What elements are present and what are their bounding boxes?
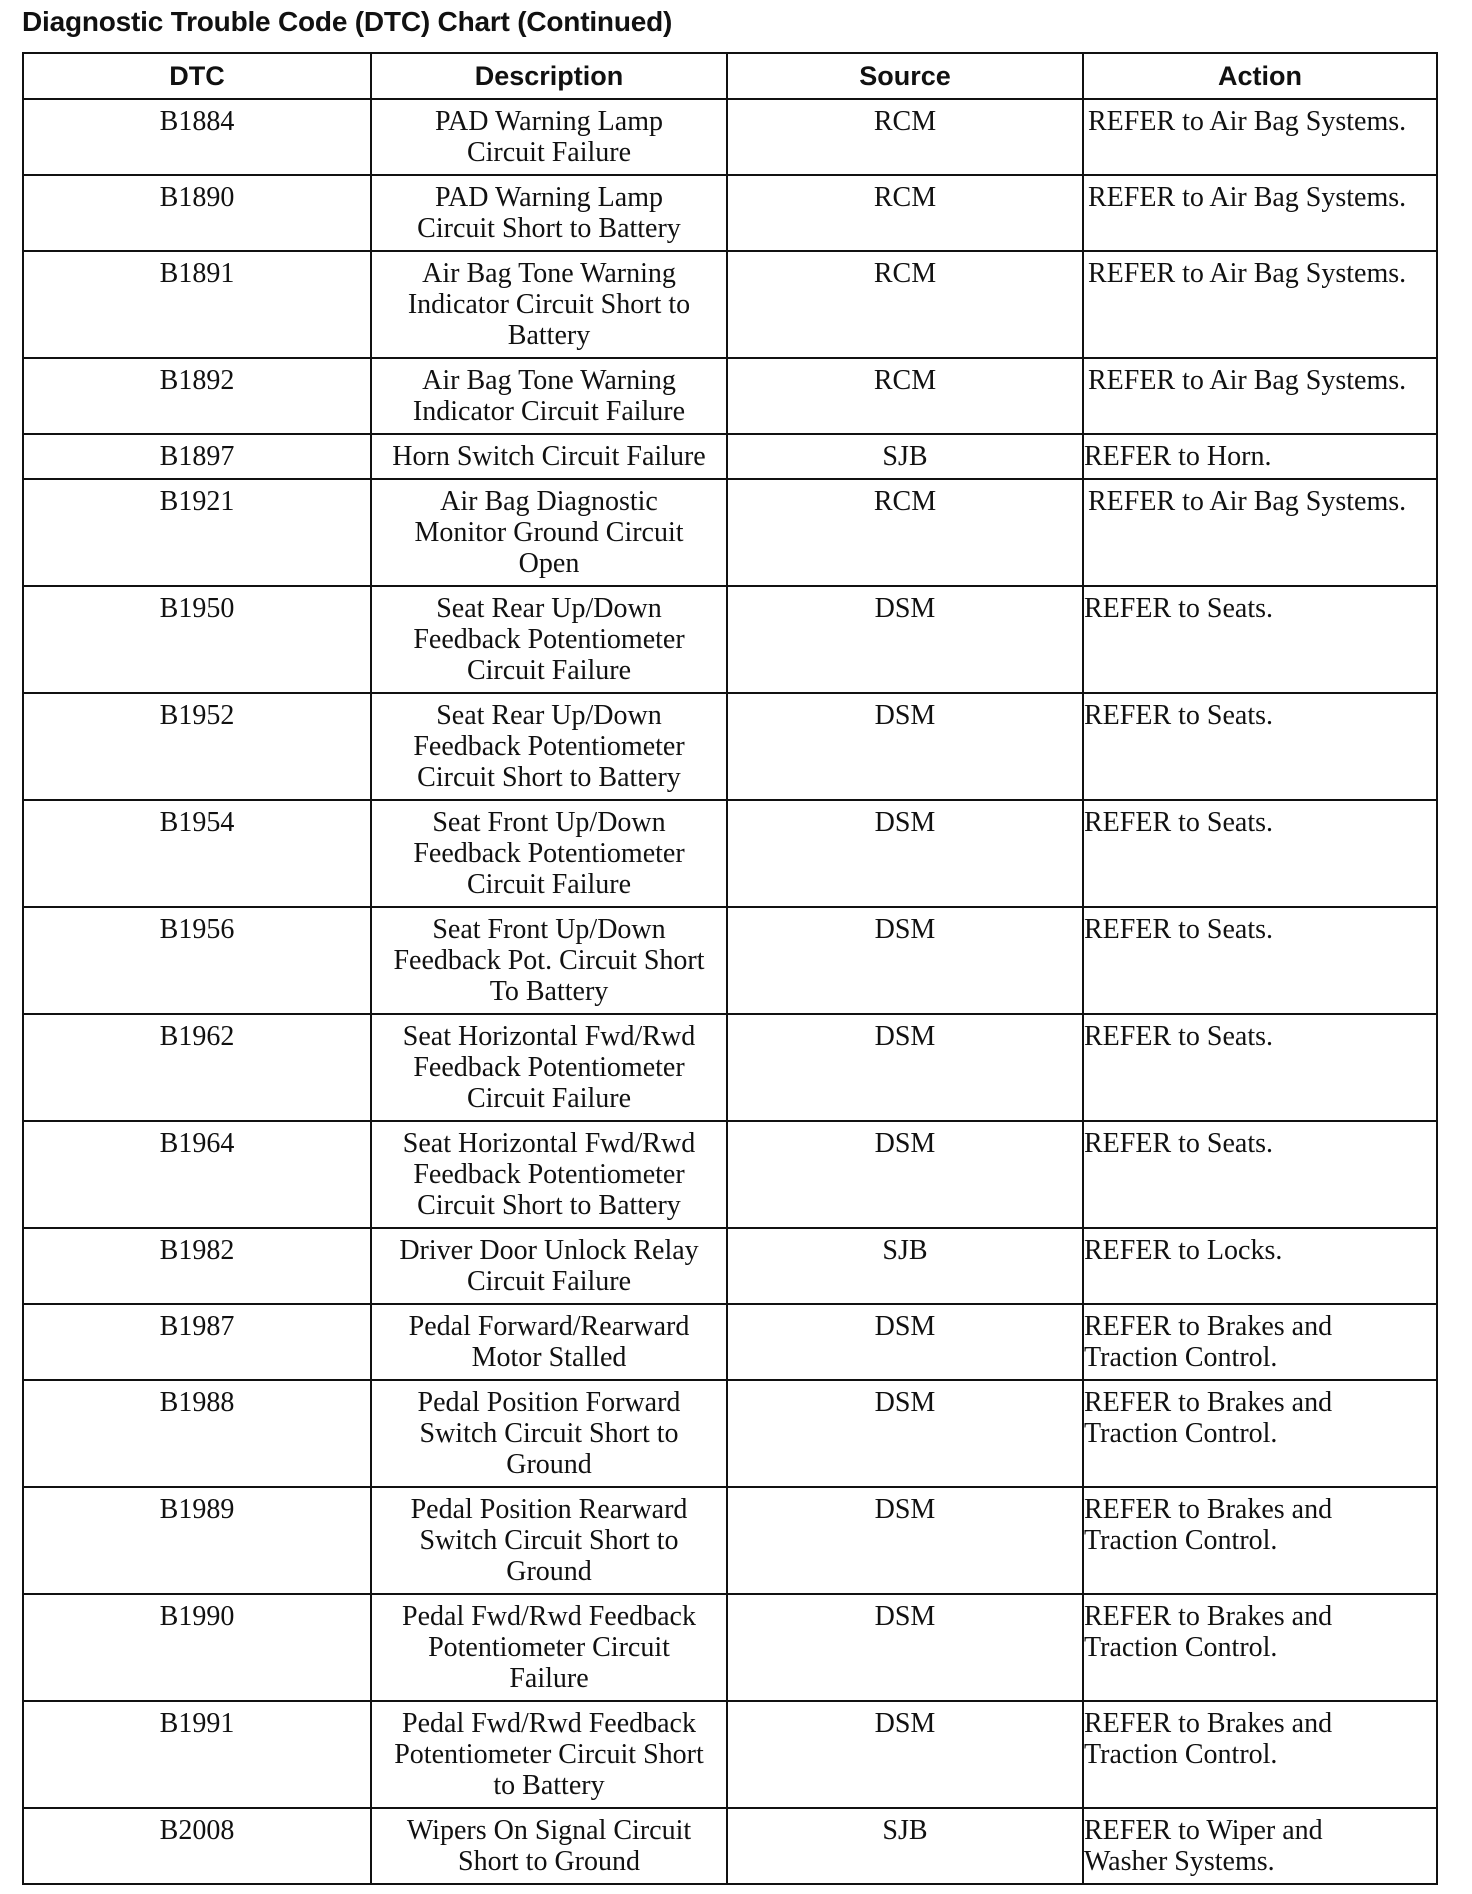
table-row: [23, 1121, 1437, 1228]
description-text: Seat Front Up/Down Feedback Pot. Circuit Short To Battery: [393, 914, 705, 1007]
action-cell: REFER to Seats.: [1083, 1014, 1437, 1121]
table-row: [23, 1701, 1437, 1808]
table-row: [23, 99, 1437, 175]
action-cell: REFER to Air Bag Systems.: [1083, 358, 1437, 434]
table-row: [23, 1487, 1437, 1594]
action-text: REFER to Brakes and Traction Control.: [1084, 1601, 1333, 1663]
description-cell: [371, 479, 727, 586]
table-row: [23, 1594, 1437, 1701]
dtc-cell: B1891: [23, 251, 371, 358]
source-cell: RCM: [727, 99, 1083, 175]
description-cell: [371, 175, 727, 251]
description-text: Pedal Forward/Rearward Motor Stalled: [408, 1311, 690, 1373]
table-row: [23, 1808, 1437, 1884]
table-row: [23, 175, 1437, 251]
table-row: [23, 907, 1437, 1014]
description-cell: [371, 1594, 727, 1701]
description-cell: [371, 1121, 727, 1228]
source-cell: DSM: [727, 693, 1083, 800]
dtc-cell: B1987: [23, 1304, 371, 1380]
action-text: REFER to Brakes and Traction Control.: [1084, 1311, 1333, 1373]
description-cell: [371, 1487, 727, 1594]
description-text: Seat Rear Up/Down Feedback Potentiometer Circuit Failure: [413, 593, 685, 686]
table-row: [23, 358, 1437, 434]
source-cell: SJB: [727, 434, 1083, 479]
description-cell: [371, 1380, 727, 1487]
header-action: Action: [1083, 53, 1437, 99]
action-cell: [1083, 1808, 1437, 1884]
action-cell: REFER to Locks.: [1083, 1228, 1437, 1304]
source-cell: DSM: [727, 1380, 1083, 1487]
source-cell: DSM: [727, 907, 1083, 1014]
action-text: REFER to Brakes and Traction Control.: [1084, 1708, 1333, 1770]
description-cell: [371, 1808, 727, 1884]
dtc-cell: B1884: [23, 99, 371, 175]
dtc-cell: B1982: [23, 1228, 371, 1304]
description-cell: [371, 1701, 727, 1808]
source-cell: DSM: [727, 586, 1083, 693]
action-cell: REFER to Air Bag Systems.: [1083, 99, 1437, 175]
description-text: Air Bag Tone Warning Indicator Circuit Short to Battery: [407, 258, 691, 351]
source-cell: RCM: [727, 175, 1083, 251]
dtc-cell: B1964: [23, 1121, 371, 1228]
description-text: Air Bag Diagnostic Monitor Ground Circuit Open: [414, 486, 684, 579]
description-cell: [371, 251, 727, 358]
source-cell: RCM: [727, 479, 1083, 586]
description-text: Wipers On Signal Circuit Short to Ground: [406, 1815, 692, 1877]
action-cell: REFER to Air Bag Systems.: [1083, 251, 1437, 358]
description-text: Seat Horizontal Fwd/Rwd Feedback Potentiometer Circuit Short to Battery: [402, 1128, 696, 1221]
source-cell: DSM: [727, 1304, 1083, 1380]
dtc-cell: B1950: [23, 586, 371, 693]
description-text: Pedal Position Rearward Switch Circuit Short to Ground: [410, 1494, 688, 1587]
table-row: [23, 1304, 1437, 1380]
source-cell: DSM: [727, 1487, 1083, 1594]
action-text: REFER to Wiper and Washer Systems.: [1084, 1815, 1323, 1877]
source-cell: SJB: [727, 1808, 1083, 1884]
table-row: [23, 800, 1437, 907]
action-cell: REFER to Air Bag Systems.: [1083, 175, 1437, 251]
dtc-cell: B1952: [23, 693, 371, 800]
action-cell: REFER to Seats.: [1083, 586, 1437, 693]
action-text: REFER to Brakes and Traction Control.: [1084, 1494, 1333, 1556]
source-cell: DSM: [727, 1014, 1083, 1121]
description-text: Pedal Position Forward Switch Circuit Short to Ground: [417, 1387, 681, 1480]
dtc-cell: B1890: [23, 175, 371, 251]
table-row: [23, 586, 1437, 693]
dtc-cell: B1989: [23, 1487, 371, 1594]
dtc-cell: B1954: [23, 800, 371, 907]
description-cell: [371, 1014, 727, 1121]
table-row: [23, 1380, 1437, 1487]
action-cell: [1083, 1594, 1437, 1701]
table-row: [23, 693, 1437, 800]
table-header-row: [23, 53, 1437, 99]
description-cell: [371, 1228, 727, 1304]
source-cell: DSM: [727, 800, 1083, 907]
description-text: Pedal Fwd/Rwd Feedback Potentiometer Circuit Short to Battery: [394, 1708, 704, 1801]
action-cell: REFER to Seats.: [1083, 907, 1437, 1014]
action-text: REFER to Brakes and Traction Control.: [1084, 1387, 1333, 1449]
description-text: Seat Front Up/Down Feedback Potentiometer Circuit Failure: [413, 807, 685, 900]
action-cell: [1083, 1304, 1437, 1380]
description-cell: [371, 1304, 727, 1380]
description-cell: [371, 800, 727, 907]
description-text: Horn Switch Circuit Failure: [392, 441, 706, 472]
header-dtc: DTC: [23, 53, 371, 99]
description-cell: [371, 99, 727, 175]
description-text: Air Bag Tone Warning Indicator Circuit Failure: [412, 365, 686, 427]
description-text: PAD Warning Lamp Circuit Short to Battery: [417, 182, 681, 244]
description-text: PAD Warning Lamp Circuit Failure: [435, 106, 663, 168]
table-row: [23, 434, 1437, 479]
source-cell: RCM: [727, 251, 1083, 358]
action-cell: REFER to Seats.: [1083, 693, 1437, 800]
description-cell: [371, 434, 727, 479]
action-cell: [1083, 1380, 1437, 1487]
source-cell: RCM: [727, 358, 1083, 434]
source-cell: SJB: [727, 1228, 1083, 1304]
table-row: [23, 1014, 1437, 1121]
description-text: Pedal Fwd/Rwd Feedback Potentiometer Circuit Failure: [402, 1601, 696, 1694]
dtc-table: [22, 52, 1438, 1885]
description-text: Driver Door Unlock Relay Circuit Failure: [399, 1235, 699, 1297]
description-cell: [371, 586, 727, 693]
dtc-cell: B2008: [23, 1808, 371, 1884]
description-text: Seat Rear Up/Down Feedback Potentiometer Circuit Short to Battery: [413, 700, 685, 793]
page-title: Diagnostic Trouble Code (DTC) Chart (Continued): [22, 6, 673, 37]
dtc-cell: B1956: [23, 907, 371, 1014]
dtc-cell: B1962: [23, 1014, 371, 1121]
action-cell: REFER to Seats.: [1083, 1121, 1437, 1228]
action-cell: REFER to Air Bag Systems.: [1083, 479, 1437, 586]
dtc-cell: B1988: [23, 1380, 371, 1487]
dtc-cell: B1921: [23, 479, 371, 586]
description-cell: [371, 907, 727, 1014]
dtc-cell: B1990: [23, 1594, 371, 1701]
header-description: Description: [371, 53, 727, 99]
action-cell: [1083, 1701, 1437, 1808]
source-cell: DSM: [727, 1121, 1083, 1228]
description-cell: [371, 358, 727, 434]
dtc-cell: B1897: [23, 434, 371, 479]
action-cell: REFER to Horn.: [1083, 434, 1437, 479]
table-row: [23, 251, 1437, 358]
dtc-cell: B1892: [23, 358, 371, 434]
description-text: Seat Horizontal Fwd/Rwd Feedback Potentiometer Circuit Failure: [402, 1021, 696, 1114]
description-cell: [371, 693, 727, 800]
action-cell: [1083, 1487, 1437, 1594]
source-cell: DSM: [727, 1701, 1083, 1808]
table-row: [23, 1228, 1437, 1304]
dtc-cell: B1991: [23, 1701, 371, 1808]
header-source: Source: [727, 53, 1083, 99]
action-cell: REFER to Seats.: [1083, 800, 1437, 907]
source-cell: DSM: [727, 1594, 1083, 1701]
table-row: [23, 479, 1437, 586]
